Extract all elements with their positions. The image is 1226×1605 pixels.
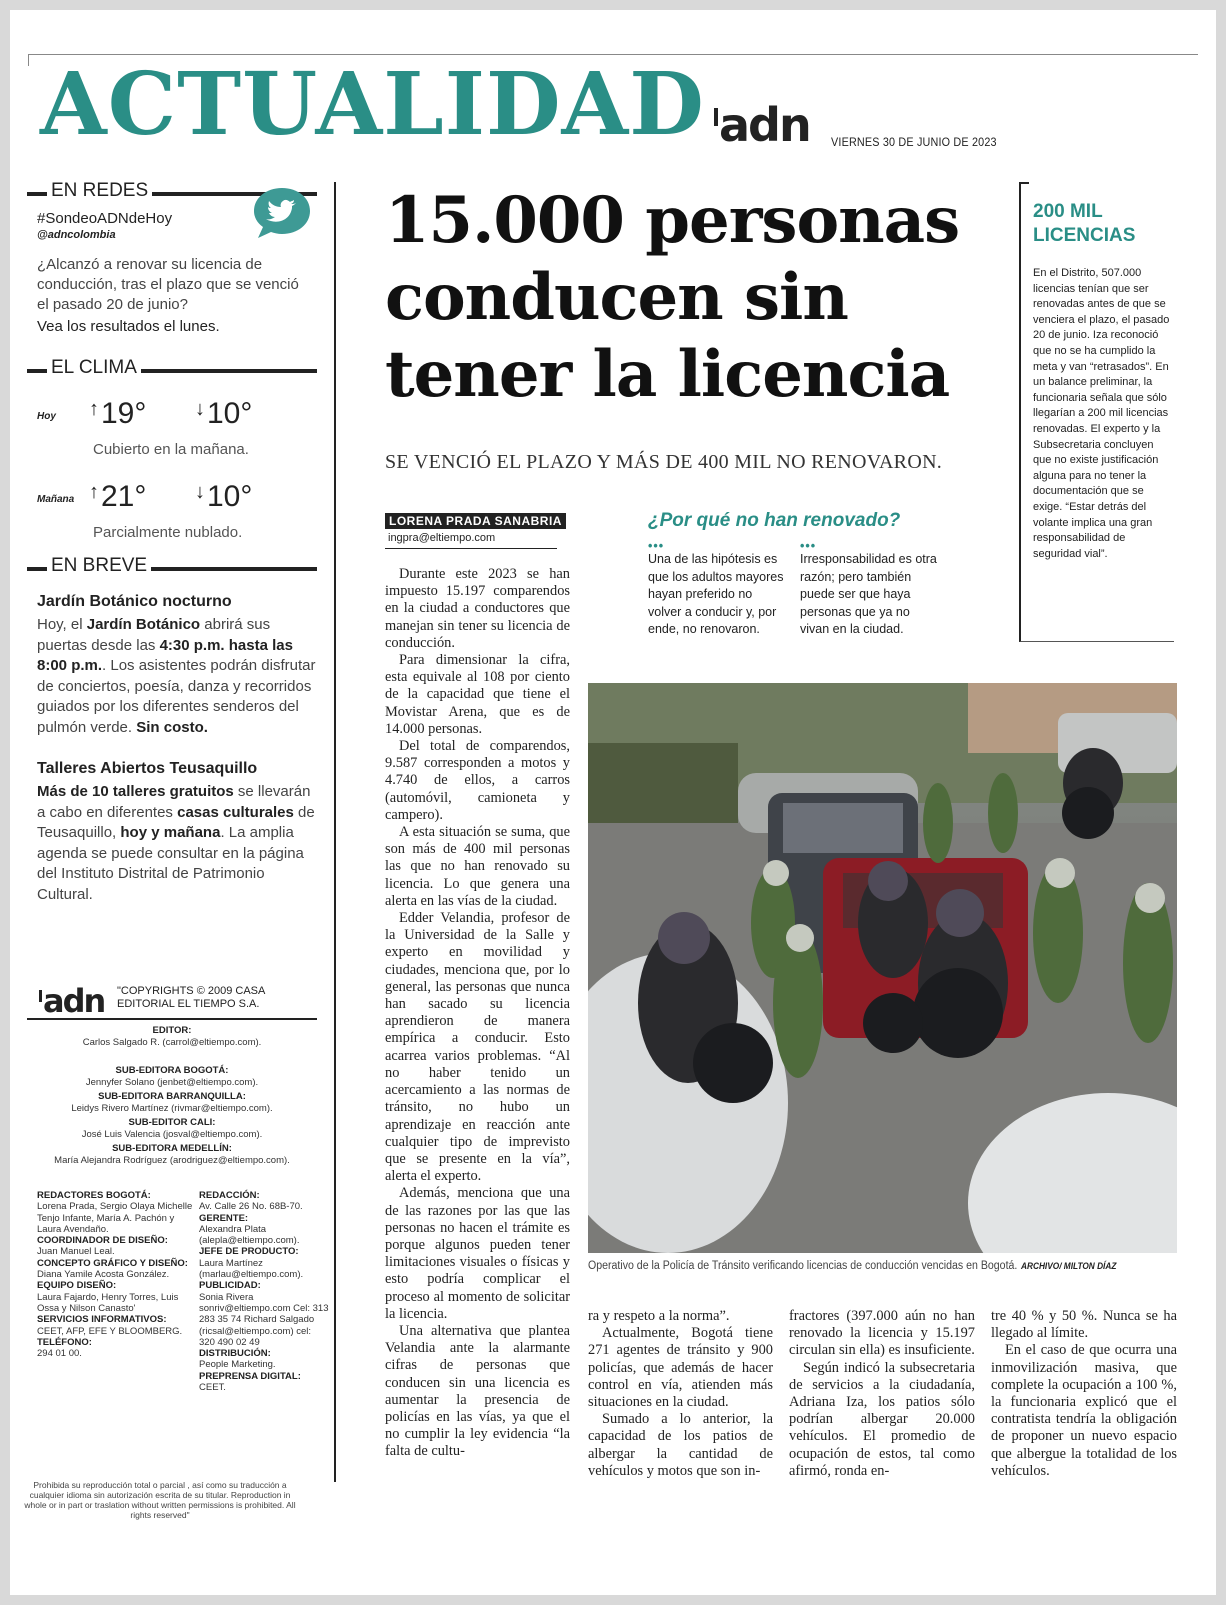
why-item: ••• Una de las hipótesis es que los adultos mayores hayan preferido no volver a conducir y, por ende, no renovaron. <box>648 539 784 636</box>
arrow-up-icon: ↑ <box>89 398 99 420</box>
photo-credit: ARCHIVO/ MILTON DÍAZ <box>1021 1261 1117 1271</box>
staff-sub-cali: SUB-EDITOR CALI: José Luis Valencia (josval@eltiempo.com). <box>81 1117 263 1140</box>
weather-desc: Cubierto en la mañana. <box>93 441 249 458</box>
sidebar-box <box>1019 182 1174 642</box>
staff-sub-medellin: SUB-EDITORA MEDELLÍN: María Alejandra Rodríguez (arodriguez@eltiempo.com). <box>54 1143 290 1166</box>
arrow-up-icon: ↑ <box>89 481 99 503</box>
why-title: ¿Por qué no han renovado? <box>648 510 901 531</box>
en-redes-label: EN REDES <box>47 180 152 202</box>
copyright: "COPYRIGHTS © 2009 CASA EDITORIAL EL TIEMPO S.A. <box>117 985 266 1010</box>
brief-title: Jardín Botánico nocturno <box>37 593 232 610</box>
sidebar-title: 200 MIL LICENCIAS <box>1033 201 1136 246</box>
weather-desc: Parcialmente nublado. <box>93 524 243 541</box>
staff-editor: EDITOR: Carlos Salgado R. (carrol@eltiempo.com). <box>82 1025 262 1048</box>
temp-high: ↑21° <box>89 480 147 513</box>
left-column <box>27 180 317 905</box>
brief-text: Hoy, el Jardín Botánico abrirá sus puertas desde las 4:30 p.m. hasta las 8:00 p.m.. Los asistentes podrán disfrutar de conciertos, poesía, danza y recorridos guiados por los diferentes senderos del pulmón verde. Sin costo. <box>37 616 316 736</box>
column-divider <box>334 182 336 1482</box>
brief-title: Talleres Abiertos Teusaquillo <box>37 760 258 777</box>
sidebar-text: En el Distrito, 507.000 licencias tenían que ser renovadas antes de que se venciera el plazo, el pasado 20 de junio. Iza reconoció que no se ha cumplido la meta y van “retrasados”. En un balance preliminar, la funcionaria señala que sólo llegarían a 200 mil licencias renovadas. El experto y la Subsecretaria concluyen que no existe justificación alguna para no tener la documentación que se exige. “Estar detrás del volante implica una gran responsabilidad de seguridad vial”. <box>1033 267 1170 560</box>
author-email: ingpra@eltiempo.com <box>388 532 496 544</box>
twitter-icon <box>252 186 312 240</box>
el-clima-header <box>27 357 317 381</box>
weather-block <box>27 387 317 557</box>
temp-low: ↓10° <box>195 397 253 430</box>
headline: 15.000 personas conducen sin tener la licencia <box>385 183 960 412</box>
newspaper-page: ACTUALIDAD adn VIERNES 30 DE JUNIO DE 2023 EN REDES #SondeoADNdeHoy @adncolombia ¿Alcanzó a renovar su licencia de conducción, tras el plazo que se venció el pasado 20 de junio? Vea los resultados el lunes. EL CLIMA Hoy ↑19° ↓10° Cubierto en la mañana. Mañana ↑21° ↓10° Parcialmente nublado. EN BREVE Jardín Botánico nocturno Hoy, el Jardín Botánico abrirá sus puertas desde las 4:30 p.m. hasta las 8:00 p.m.. Los asistentes podrán disfrutar de conciertos, poesía, danza y recorridos guiados por los diferentes senderos del pulmón verde. Sin costo. Talleres Abiertos Teusaquillo Más de 10 talleres gratuitos se llevarán a cabo en diferentes casas culturales de Teusaquillo, hoy y mañana. La amplia agenda se puede consultar en la página del Instituto Distrital de Patrimonio Cultural. adn "COPYRIGHTS © 2009 CASA EDITORIAL EL TIEMPO S.A. EDITOR: Carlos Salgado R. (carrol@eltiempo.com). SUB-EDITORA BOGOTÁ: Jennyfer Solano (jenbet@eltiempo.com). SUB-EDITORA BARRANQUILLA: Leidys Rivero Martínez (rivmar@eltiempo.com). SUB-EDITOR CALI: José Luis Valencia (josval@eltiempo.com). SUB-EDITORA MEDELLÍN: María Alejandra Rodríguez (arodriguez@eltiempo.com). REDACTORES BOGOTÁ: Lorena Prada, Sergio Olaya Michelle Tenjo Infante, María A. Pachón y Laura Avendaño. COORDINADOR DE DISEÑO: Juan Manuel Leal. CONCEPTO GRÁFICO Y DISEÑO: Diana Yamile Acosta González. EQUIPO DISEÑO: Laura Fajardo, Henry Torres, Luis Ossa y Nilson Canasto' SERVICIOS INFORMATIVOS: CEET, AFP, EFE Y BLOOMBERG. TELÉFONO: 294 01 00. REDACCIÓN: Av. Calle 26 No. 68B-70. GERENTE: Alexandra Plata (alepla@eltiempo.com). JEFE DE PRODUCTO: Laura Martínez (marlau@eltiempo.com). PUBLICIDAD: Sonia Rivera sonriv@eltiempo.com Cel: 313 283 35 74 Richard Salgado (ricsal@eltiempo.com) cel: 320 490 02 49 DISTRIBUCIÓN: People Marketing. PREPRENSA DIGITAL: CEET. Prohibida su reproducción total o parcial , así como su traducción a cualquier idioma sin autorización escrita de su titular. Reproduction in whole or in part or traslation without written permissions is prohibited. All rights reserved" 15.000 personas conducen sin tener la licencia SE VENCIÓ EL PLAZO Y MÁS DE 400 MIL NO RENOVARON. 200 MIL LICENCIAS En el Distrito, 507.000 licencias tenían que ser renovadas antes de que se venciera el plazo, el pasado 20 de junio. Iza reconoció que no se ha cumplido la meta y van “retrasados”. En un balance preliminar, la funcionaria señala que sólo llegarían a 200 mil licencias renovadas. El experto y la Subsecretaria concluyen que no existe justificación alguna para no tener la documentación que se exige. “Estar detrás del volante implica una gran responsabilidad de seguridad vial”. LORENA PRADA SANABRIA ingpra@eltiempo.com ¿Por qué no han renovado? ••• Una de las hipótesis es que los adultos mayores hayan preferido no volver a conducir y, por ende, no renovaron. ••• Irresponsabilidad es otra razón; pero también puede ser que haya personas que ya no vivan en la ciudad. Durante este 2023 se han impuesto 15.197 comparendos en la ciudad a conductores que manejan sin tener su licencia de conducción. Para dimensionar la cifra, esta equivale al 108 por ciento de la capacidad que tiene el Movistar Arena, que es de 14.000 personas. Del total de comparendos, 9.587 corresponden a motos y 4.740 de ellos, a carros (automóvil, camioneta y campero). A esta situación se suma, que son más de 400 mil personas las que no han renovado su licencia. Lo que genera una alerta en las vías de la ciudad. Edder Velandia, profesor de la Universidad de la Salle y experto en movilidad y ciudades, menciona que, por lo general, las personas que nunca han sacado su licencia aprendieron de manera empírica a conducir. Esto acarrea varios problemas. “Al no haber tenido un acercamiento a las normas de tránsito, no hubo un aprendizaje en reacción ante cualquier tipo de imprevisto que se presente en la vía”, alerta el experto. Además, menciona que una de las razones por las que las personas no hacen el trámite es porque algunos pueden tener limitaciones visuales o físicas y esto podría complicar el proceso al momento de solicitar la licencia. Una alternativa que plantea Velandia ante la alarmante cifras de personas que conducen sin una licencia es aumentar la presencia de policías en las vías, ya que el no cumplir la ley evidencia “la falta de cultu- Operativo de la Policía de Tránsito verificando licencias de conducción vencidas en Bogotá. ARCHIVO/ MILTON DÍAZ ra y respeto a la norma”. Actualmente, Bogotá tiene 271 agentes de tránsito y 900 policías, que además de hacer control en vía, atienden más situaciones en la ciudad. Sumado a lo anterior, la capacidad de los patios de albergar la cantidad de vehículos y motos que son in- fractores (397.000 aún no han renovado la licencia y 15.197 circulan sin ella) es insuficiente. Según indicó la subsecretaria de servicios a la ciudadanía, Adriana Iza, los patios sólo podrían albergar 20.000 vehículos. El promedio de ocupación de estos, tal como afirmó, ronda en- tre 40 % y 50 %. Nunca se ha llegado al límite. En el caso de que ocurra una inmovilización masiva, que complete la ocupación a 100 %, la funcionaria explicó que el contratista tendría la obligación de proponer un nuevo espacio que albergue la totalidad de los vehículos. <box>10 10 1216 1595</box>
top-rule-tick <box>28 54 29 66</box>
legal-notice: Prohibida su reproducción total o parcial , así como su traducción a cualquier idioma sin autorización escrita de su titular. Reproduction in whole or in part or traslation without written permissions is prohibited. All rights reserved" <box>24 1480 296 1520</box>
photo-caption: Operativo de la Policía de Tránsito verificando licencias de conducción vencidas en Bogotá. ARCHIVO/ MILTON DÍAZ <box>588 1260 1117 1272</box>
adn-logo: adn <box>39 985 104 1017</box>
adn-logo: adn <box>714 102 810 148</box>
en-breve-header <box>27 555 317 579</box>
temp-low: ↓10° <box>195 480 253 513</box>
weather-day-label: Mañana <box>37 494 75 505</box>
twitter-handle: @adncolombia <box>37 229 116 241</box>
section-title: ACTUALIDAD <box>40 54 705 155</box>
staff-sub-barranquilla: SUB-EDITORA BARRANQUILLA: Leidys Rivero Martínez (rivmar@eltiempo.com). <box>71 1091 273 1114</box>
temp-high: ↑19° <box>89 397 147 430</box>
poll-question: ¿Alcanzó a renovar su licencia de conducción, tras el plazo que se venció el pasado 20 de junio? <box>37 256 299 313</box>
arrow-down-icon: ↓ <box>195 398 205 420</box>
poll-results-note: Vea los resultados el lunes. <box>37 318 220 335</box>
article-column-3: fractores (397.000 aún no han renovado la licencia y 15.197 circulan sin ella) es insuficiente. Según indicó la subsecretaria de servicios a la ciudadanía, Adriana Iza, los patios sólo podrían albergar 20.000 vehículos. El promedio de ocupación de estos, tal como afirmó, ronda en- <box>789 1308 975 1479</box>
article-column-2: ra y respeto a la norma”. Actualmente, Bogotá tiene 271 agentes de tránsito y 900 policías, que además de hacer control en vía, atienden más situaciones en la ciudad. Sumado a lo anterior, la capacidad de los patios de albergar la cantidad de vehículos y motos que son in- <box>588 1308 773 1479</box>
staff-sub-bogota: SUB-EDITORA BOGOTÁ: Jennyfer Solano (jenbet@eltiempo.com). <box>85 1065 259 1088</box>
brief-text: Más de 10 talleres gratuitos se llevarán a cabo en diferentes casas culturales de Teusaquillo, hoy y mañana. La amplia agenda se puede consultar en la página del Instituto Distrital de Patrimonio Cultural. <box>37 783 315 903</box>
weather-day-label: Hoy <box>37 411 56 422</box>
subhead: SE VENCIÓ EL PLAZO Y MÁS DE 400 MIL NO RENOVARON. <box>385 451 943 473</box>
hashtag: #SondeoADNdeHoy <box>37 210 173 227</box>
why-item: ••• Irresponsabilidad es otra razón; pero también puede ser que haya personas que ya no vivan en la ciudad. <box>800 539 937 636</box>
issue-date: VIERNES 30 DE JUNIO DE 2023 <box>831 135 997 149</box>
article-column-1: Durante este 2023 se han impuesto 15.197 comparendos en la ciudad a conductores que manejan sin tener su licencia de conducción. Para dimensionar la cifra, esta equivale al 108 por ciento de la capacidad que tiene el Movistar Arena, que es de 14.000 personas. Del total de comparendos, 9.587 corresponden a motos y 4.740 de ellos, a carros (automóvil, camioneta y campero). A esta situación se suma, que son más de 400 mil personas las que no han renovado su licencia. Lo que genera una alerta en las vías de la ciudad. Edder Velandia, profesor de la Universidad de la Salle y experto en movilidad y ciudades, menciona que, por lo general, las personas que nunca han sacado su licencia aprendieron de manera empírica a conducir. Esto acarrea varios problemas. “Al no haber tenido un acercamiento a las normas de tránsito, no hubo un aprendizaje en reacción ante cualquier tipo de imprevisto que se presente en la vía”, alerta el experto. Además, menciona que una de las razones por las que las personas no hacen el trámite es porque algunos pueden tener limitaciones visuales o físicas y esto podría complicar el proceso al momento de solicitar la licencia. Una alternativa que plantea Velandia ante la alarmante cifras de personas que conducen sin una licencia es aumentar la presencia de policías en las vías, ya que el no cumplir la ley evidencia “la falta de cultu- <box>385 566 570 1460</box>
arrow-down-icon: ↓ <box>195 481 205 503</box>
el-clima-label: EL CLIMA <box>47 357 141 379</box>
en-breve-label: EN BREVE <box>47 555 151 577</box>
author-name: LORENA PRADA SANABRIA <box>385 513 566 529</box>
article-column-4: tre 40 % y 50 %. Nunca se ha llegado al límite. En el caso de que ocurra una inmovilización masiva, que complete la ocupación a 100 %, la funcionaria explicó que el contratista tendría la obligación de proponer un nuevo espacio que albergue la totalidad de los vehículos. <box>991 1308 1177 1479</box>
news-photo <box>588 683 1177 1253</box>
